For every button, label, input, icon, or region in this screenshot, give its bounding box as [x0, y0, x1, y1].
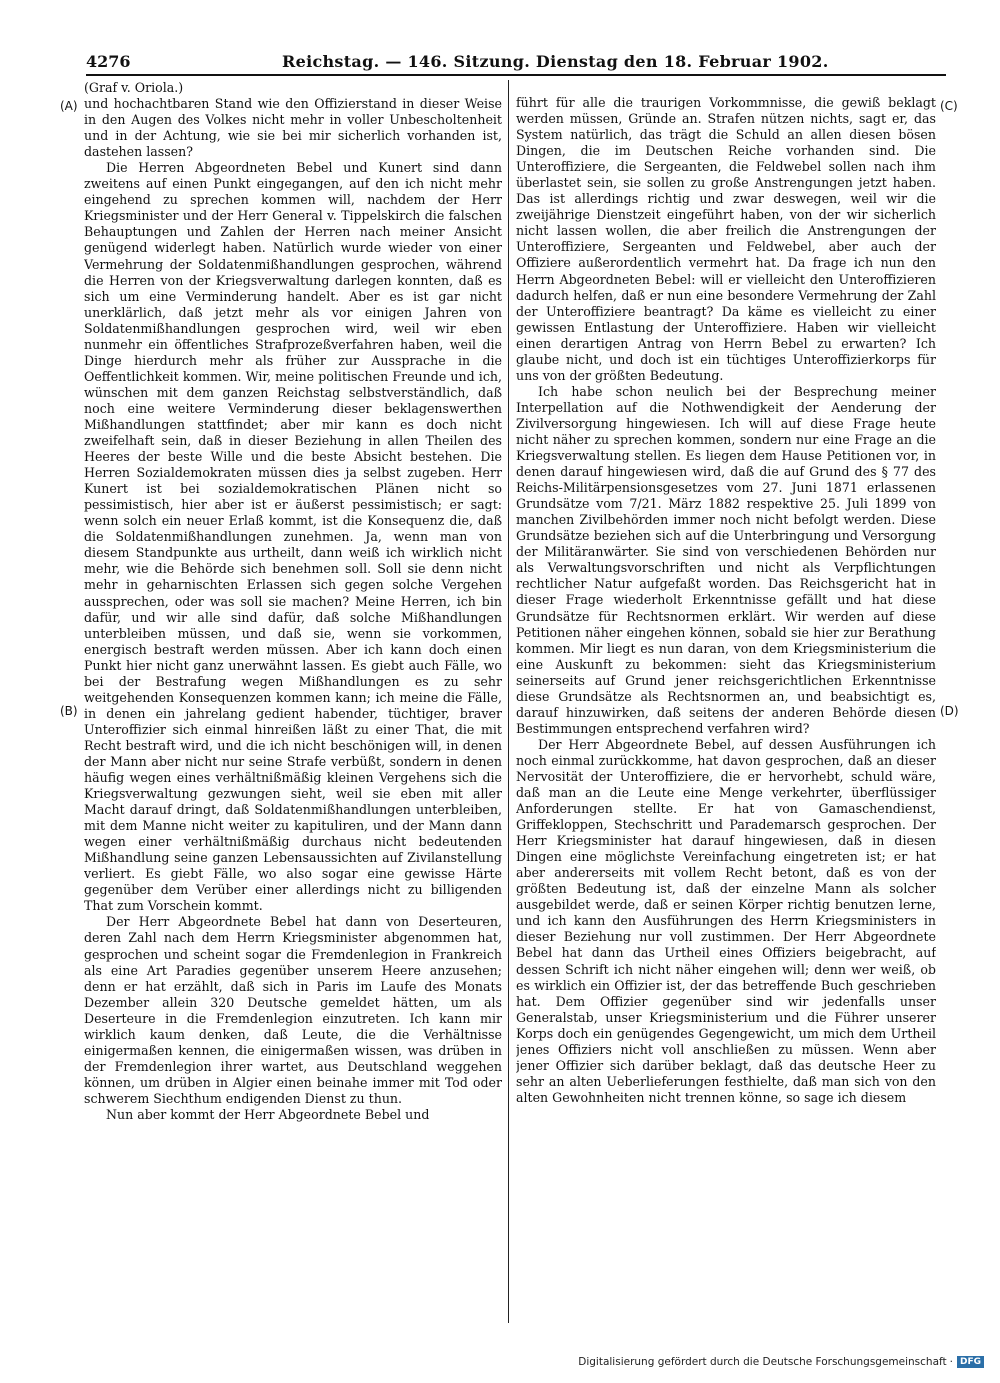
footer [578, 1355, 984, 1369]
margin-marker-d: (D) [940, 704, 959, 718]
paragraph: Die Herren Abgeordneten Bebel und Kunert sind dann zweitens auf einen Punkt eingegangen, auf den ich nicht mehr eingehend zu sprechen kommen will, nachdem der Herr Kriegsminister und der Herr General v. Tippelskirch die falschen Behauptungen und Zahlen der Herren nach meiner Ansicht genügend widerlegt haben. Natürlich wurde wieder von einer Vermehrung der Soldatenmißhandlungen gesprochen, während die Herren von der Kriegsverwaltung darlegen konnten, daß es sich um eine Verminderung handelt. Aber es ist gar nicht unerklärlich, daß jetzt mehr als vor einigen Jahren von Soldatenmißhandlungen gesprochen wird, weil wir eben nunmehr ein öffentliches Strafprozeßverfahren haben, weil die Dinge hierdurch mehr als früher zur Aussprache in die Oeffentlichkeit kommen. Wir, meine politischen Freunde und ich, wünschen mit dem ganzen Reichstag selbstverständlich, daß noch eine weitere Verminderung dieser beklagenswerthen Mißhandlungen stattfindet; aber mir kann es doch nicht zweifelhaft sein, daß in dieser Beziehung in allen Theilen des Heeres der beste Wille und die beste Absicht bestehen. Die Herren Sozialdemokraten müssen dies ja selbst zugeben. Herr Kunert ist bei sozialdemokratischen Plänen nicht so pessimistisch, hier aber ist er äußerst pessimistisch; er sagt: wenn solch ein neuer Erlaß kommt, ist die Konsequenz die, daß die Soldatenmißhandlungen zunehmen. Ja, wenn man von diesem Standpunkte aus urtheilt, dann weiß ich wirklich nicht mehr, wie die Behörde sich benehmen soll. Soll sie denn nicht mehr in geharnischten Erlassen sich gegen solche Vergehen aussprechen, oder was soll sie machen? Meine Herren, ich bin dafür, und wir alle sind dafür, daß solche Mißhandlungen unterbleiben müssen, und daß sie, wenn sie vorkommen, energisch bestraft werden müssen. Aber ich kann doch einen Punkt hier nicht ganz unerwähnt lassen. Es giebt auch Fälle, wo bei der Bestrafung wegen Mißhandlungen es zu sehr weitgehenden Konsequenzen kommen kann; ich meine die Fälle, in denen ein jahrelang gedient habender, tüchtiger, braver Unteroffizier sich einmal hinreißen läßt zu einer That, die mit Recht bestraft wird, und die ich nicht beschönigen will, in denen der Mann aber nicht nur seine Strafe verbüßt, sondern in denen häufig wegen eines verhältnißmäßig kleinen Vergehens sich die Kriegsverwaltung gezwungen sieht, weil sie eben mit aller Macht darauf dringt, daß Soldatenmißhandlungen unterbleiben, mit dem Manne nicht weiter zu kapituliren, und der Mann dann wegen einer verhältnißmäßig durchaus nicht bedeutenden Mißhandlung seine ganzen Lebensaussichten auf Zivilanstellung verliert. Es giebt Fälle, wo also sogar eine gewisse Härte gegenüber dem Verüber einer allerdings nicht zu billigenden That zum Vorschein kommt. [84, 160, 502, 914]
speaker-label: (Graf v. Oriola.) [84, 80, 184, 95]
paragraph: Ich habe schon neulich bei der Besprechung meiner Interpellation auf die Nothwendigkeit der Aenderung der Zivilversorgung hingewiesen. Ich will auf diese Frage heute nicht näher zu sprechen kommen, sondern nur eine Frage an die Kriegsverwaltung stellen. Es liegen dem Hause Petitionen vor, in denen darauf hingewiesen wird, daß die auf Grund des § 77 des Reichs-Militärpensionsgesetzes vom 27. Juni 1871 erlassenen Grundsätze vom 7/21. März 1882 respektive 25. Juli 1899 von manchen Zivilbehörden immer noch nicht befolgt werden. Diese Grundsätze beziehen sich auf die Unterbringung und Versorgung der Militäranwärter. Sie sind von verschiedenen Behörden nur als Verwaltungsvorschriften und nicht als Verpflichtungen rechtlicher Natur aufgefaßt worden. Das Reichsgericht hat in dieser Frage wiederholt Erkenntnisse gefällt und hat diese Grundsätze für Rechtsnormen erklärt. Wir werden auf diese Petitionen näher eingehen können, sobald sie hier zur Berathung kommen. Mir liegt es nun daran, von dem Kriegsministerium die eine Auskunft zu bekommen: sieht das Kriegsministerium seinerseits auf Grund jener reichsgerichtlichen Erkenntnisse diese Grundsätze als Rechtsnormen an, und beabsichtigt es, darauf hinzuwirken, daß seitens der anderen Behörde diesen Bestimmungen entsprechend verfahren wird? [516, 383, 936, 736]
page-number: 4276 [86, 52, 131, 71]
dfg-logo-icon: DFG [957, 1356, 984, 1368]
paragraph: Der Herr Abgeordnete Bebel hat dann von Deserteuren, deren Zahl nach dem Herrn Kriegsminister abgenommen hat, gesprochen und scheint sogar die Fremdenlegion in Frankreich als eine Art Paradies gegenüber unserem Heere anzusehen; denn er hat erzählt, daß sich in Paris im Laufe des Monats Dezember allein 320 Deutsche gemeldet hätten, um als Deserteure in die Fremdenlegion einzutreten. Ich kann mir wirklich kaum denken, daß Leute, die die Verhältnisse einigermaßen kennen, die einigermaßen wissen, was drüben in der Fremdenlegion ihrer wartet, aus Deutschland weggehen können, um drüben in Algier einen beinahe immer mit Tod oder schwerem Siechthum endigenden Dienst zu thun. [84, 914, 502, 1106]
margin-marker-a: (A) [60, 99, 78, 113]
footer-credit: Digitalisierung gefördert durch die Deutsche Forschungsgemeinschaft [578, 1356, 947, 1368]
column-divider [508, 80, 509, 1323]
paragraph: und hochachtbaren Stand wie den Offizierstand in dieser Weise in den Augen des Volkes nicht mehr in voller Unbescholtenheit und in der Achtung, wie sie bei mir sicherlich vorhanden ist, dastehen lassen? [84, 96, 502, 160]
paragraph: Der Herr Abgeordnete Bebel, auf dessen Ausführungen ich noch einmal zurückkomme, hat davon gesprochen, daß an dieser Nervosität der Unteroffiziere, die er hervorhebt, schuld wäre, daß man an die Leute eine Menge verkehrter, überflüssiger Anforderungen stellte. Er hat von Gamaschendienst, Griffekloppen, Stechschritt und Parademarsch gesprochen. Der Herr Kriegsminister hat darauf hingewiesen, daß in diesen Dingen eine möglichste Vereinfachung eingetreten ist; er hat aber andererseits mit vollem Recht betont, daß es von der größten Bedeutung ist, daß der einzelne Mann als solcher ausgebildet werde, daß er seinen Körper richtig benutzen lerne, und ich kann den Ausführungen des Herrn Kriegsministers in dieser Beziehung nur voll zustimmen. Der Herr Abgeordnete Bebel hat dann das Urtheil eines Offiziers beigebracht, auf dessen Schrift ich nicht näher eingehen will; denn wer weiß, ob es wirklich ein Offizier ist, der das betreffende Buch geschrieben hat. Dem Offizier gegenüber sind wir jedenfalls unser Generalstab, unser Kriegsministerium und die Führer unserer Korps doch ein genügendes Gegengewicht, um mich dem Urtheil jenes Offiziers nicht voll anschließen zu müssen. Wenn aber jener Offizier sich darüber beklagt, daß das deutsche Heer zu sehr an alten Ueberlieferungen festhielte, daß man sich von den alten Gewohnheiten nicht trennen könne, so sage ich diesem [516, 736, 936, 1105]
footer-separator: · [949, 1356, 953, 1368]
margin-marker-c: (C) [940, 99, 958, 113]
left-column [84, 80, 502, 1325]
margin-marker-b: (B) [60, 704, 78, 718]
page-header [86, 50, 946, 76]
right-column [516, 95, 936, 1340]
page-title: Reichstag. — 146. Sitzung. Dienstag den 18. Februar 1902. [282, 52, 829, 71]
paragraph: führt für alle die traurigen Vorkommnisse, die gewiß beklagt werden müssen, Gründe an. Strafen nützen nichts, sagt er, das System natürlich, das trägt die Schuld an allen diesen bösen Dingen, die im Deutschen Reiche vorhanden sind. Die Unteroffiziere, die Sergeanten, die Feldwebel sollen nach ihm überlastet sein, sie sollen zu große Anstrengungen jetzt haben. Das ist allerdings richtig und zwar deswegen, weil wir die zweijährige Dienstzeit eingeführt haben, von der wir sicherlich nicht lassen wollen, die aber freilich die Anstrengungen der Unteroffiziere, Sergeanten und Feldwebel, aber auch der Offiziere außerordentlich vermehrt hat. Da frage ich nun den Herrn Abgeordneten Bebel: will er vielleicht den Unteroffizieren dadurch helfen, daß er nun eine besondere Vermehrung der Zahl der Unteroffiziere beantragt? Da käme es vielleicht zu einer gewissen Entlastung der Unteroffiziere. Haben wir vielleicht einen derartigen Antrag von Herrn Bebel zu erwarten? Ich glaube nicht, und doch ist ein tüchtiges Unteroffizierkorps für uns von der größten Bedeutung. [516, 95, 936, 383]
paragraph: Nun aber kommt der Herr Abgeordnete Bebel und [106, 1107, 430, 1122]
